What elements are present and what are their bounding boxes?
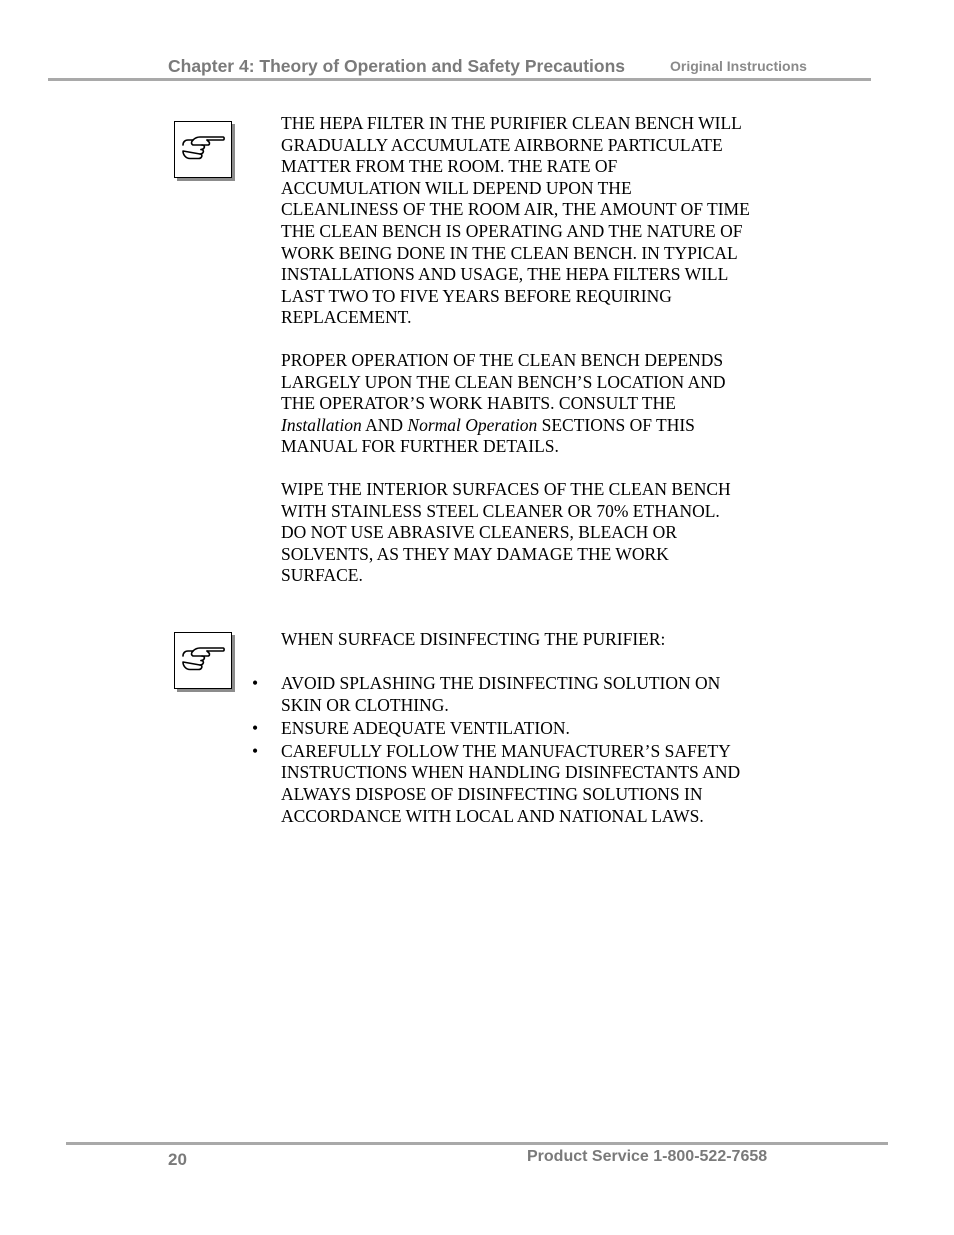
bullet-icon: • bbox=[252, 673, 259, 693]
list-item: • CAREFULLY FOLLOW THE MANUFACTURER’S SAFETY INSTRUCTIONS WHEN HANDLING DISINFECTANTS AND ALWAYS DISPOSE OF DISINFECTING SOLUTIONS IN ACCORDANCE WITH LOCAL AND NATIONAL LAWS. bbox=[252, 740, 741, 826]
product-service-phone: Product Service 1-800-522-7658 bbox=[527, 1148, 768, 1165]
bullet-icon: • bbox=[252, 740, 259, 761]
page-number: 20 bbox=[168, 1150, 187, 1169]
disinfecting-intro: WHEN SURFACE DISINFECTING THE PURIFIER: bbox=[281, 629, 666, 649]
footer-divider bbox=[66, 1142, 888, 1145]
installation-section-ref: Installation bbox=[281, 414, 362, 435]
pointing-hand-icon bbox=[174, 121, 232, 178]
list-item: • ENSURE ADEQUATE VENTILATION. bbox=[252, 717, 570, 738]
proper-operation-paragraph: PROPER OPERATION OF THE CLEAN BENCH DEPENDS LARGELY UPON THE CLEAN BENCH’S LOCATION AND THE OPERATOR’S WORK HABITS. CONSULT THE Installation AND Normal Operation SECTIONS OF THIS MANUAL FOR FURTHER DETAILS. bbox=[281, 350, 726, 457]
wipe-interior-paragraph: WIPE THE INTERIOR SURFACES OF THE CLEAN BENCH WITH STAINLESS STEEL CLEANER OR 70% ETHANOL. DO NOT USE ABRASIVE CLEANERS, BLEACH OR SOLVENTS, AS THEY MAY DAMAGE THE WORK SURFACE. bbox=[281, 479, 731, 586]
original-instructions-label: Original Instructions bbox=[670, 58, 807, 74]
disinfecting-bullet-list bbox=[252, 673, 740, 829]
pointing-hand-icon bbox=[174, 632, 232, 689]
header-divider bbox=[48, 78, 871, 81]
hepa-filter-paragraph: THE HEPA FILTER IN THE PURIFIER CLEAN BENCH WILL GRADUALLY ACCUMULATE AIRBORNE PARTICULATE MATTER FROM THE ROOM. THE RATE OF ACCUMULATION WILL DEPEND UPON THE CLEANLINESS OF THE ROOM AIR, THE AMOUNT OF TIME THE CLEAN BENCH IS OPERATING AND THE NATURE OF WORK BEING DONE IN THE CLEAN BENCH. IN TYPICAL INSTALLATIONS AND USAGE, THE HEPA FILTERS WILL LAST TWO TO FIVE YEARS BEFORE REQUIRING REPLACEMENT. bbox=[281, 113, 750, 328]
list-item: • AVOID SPLASHING THE DISINFECTING SOLUTION ON SKIN OR CLOTHING. bbox=[252, 673, 721, 715]
chapter-title: Chapter 4: Theory of Operation and Safety Precautions bbox=[168, 56, 626, 76]
normal-operation-section-ref: Normal Operation bbox=[407, 414, 538, 435]
bullet-icon: • bbox=[252, 717, 259, 738]
